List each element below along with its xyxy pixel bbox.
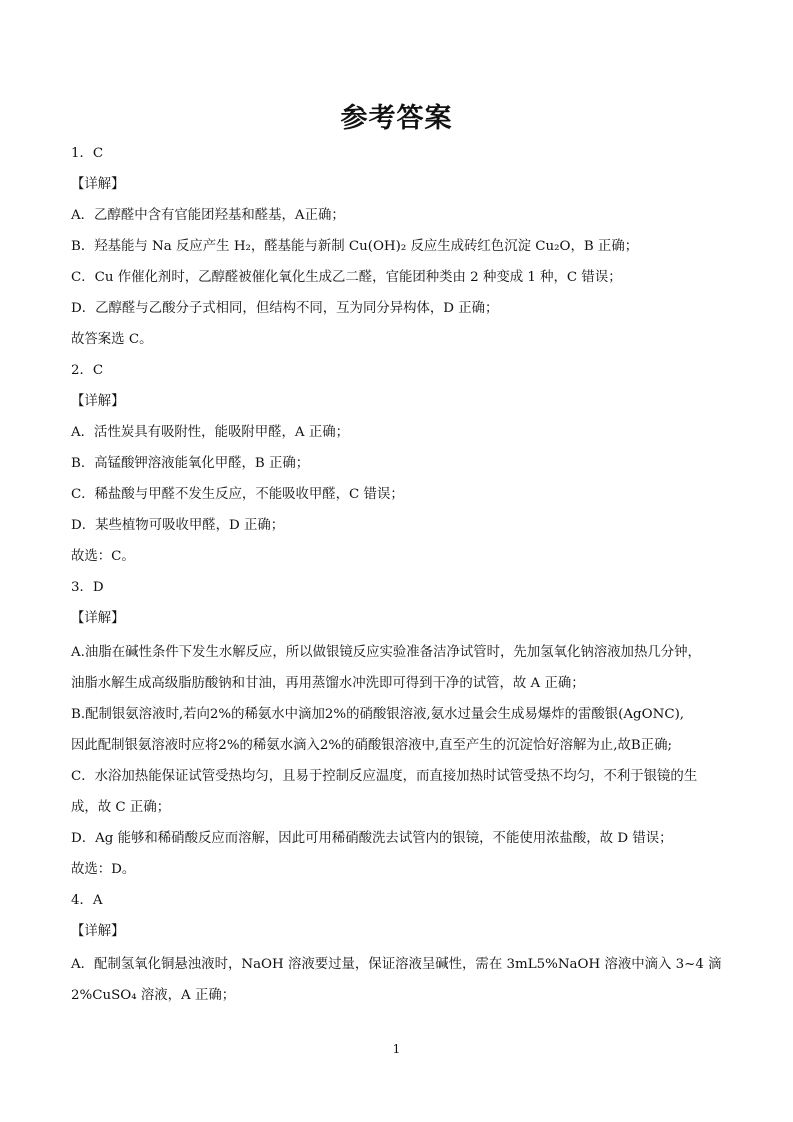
question-3-line-7: D．Ag 能够和稀硝酸反应而溶解，因此可用稀硝酸洗去试管内的银镜，不能使用浓盐酸，故 D 错误；: [71, 831, 673, 846]
question-2-detail-label: 【详解】: [71, 394, 125, 409]
question-1-answer: 1．C: [71, 146, 104, 161]
question-3-line-3: B.配制银氨溶液时,若向2%的稀氨水中滴加2%的硝酸银溶液,氨水过量会生成易爆炸的雷酸银(AgONC),: [71, 707, 685, 722]
page-number: 1: [392, 1042, 401, 1056]
question-3-line-6: 成，故 C 正确；: [71, 800, 171, 815]
question-2-line-3: C．稀盐酸与甲醛不发生反应，不能吸收甲醛，C 错误；: [71, 487, 404, 502]
question-3-line-2: 油脂水解生成高级脂肪酸钠和甘油，再用蒸馏水冲洗即可得到干净的试管，故 A 正确；: [71, 676, 585, 691]
question-3-answer: 3．D: [71, 580, 104, 595]
question-3-detail-label: 【详解】: [71, 611, 125, 626]
question-3-line-8: 故选：D。: [71, 862, 136, 877]
question-3-line-1: A.油脂在碱性条件下发生水解反应，所以做银镜反应实验准备洁净试管时，先加氢氧化钠溶液加热几分钟，: [71, 645, 701, 660]
question-3-line-5: C．水浴加热能保证试管受热均匀，且易于控制反应温度，而直接加热时试管受热不均匀，不利于银镜的生: [71, 769, 698, 784]
question-1-detail-label: 【详解】: [71, 177, 125, 192]
question-2-line-2: B．高锰酸钾溶液能氧化甲醛，B 正确；: [71, 456, 310, 471]
question-1-line-4: D．乙醇醛与乙酸分子式相同，但结构不同，互为同分异构体，D 正确；: [71, 301, 499, 316]
question-2-line-4: D．某些植物可吸收甲醛，D 正确；: [71, 518, 285, 533]
question-4-line-1: A．配制氢氧化铜悬浊液时，NaOH 溶液要过量，保证溶液呈碱性，需在 3mL5%NaOH 溶液中滴入 3~4 滴: [71, 957, 722, 972]
question-1-line-3: C．Cu 作催化剂时，乙醇醛被催化氧化生成乙二醛，官能团种类由 2 种变成 1 种，C 错误；: [71, 270, 622, 285]
question-1-line-2: B．羟基能与 Na 反应产生 H₂，醛基能与新制 Cu(OH)₂ 反应生成砖红色沉淀 Cu₂O，B 正确；: [71, 239, 639, 254]
question-4-answer: 4．A: [71, 893, 103, 908]
page-title: 参考答案: [340, 103, 453, 134]
question-4-line-2: 2%CuSO₄ 溶液，A 正确；: [71, 988, 236, 1003]
question-4-detail-label: 【详解】: [71, 924, 125, 939]
question-3-line-4: 因此配制银氨溶液时应将2%的稀氨水滴入2%的硝酸银溶液中,直至产生的沉淀恰好溶解为止,故B正确;: [71, 738, 672, 753]
question-2-answer: 2．C: [71, 363, 104, 378]
question-2-line-1: A．活性炭具有吸附性，能吸附甲醛，A 正确；: [71, 425, 350, 440]
question-1-line-1: A．乙醇醛中含有官能团羟基和醛基，A正确；: [71, 208, 345, 223]
question-1-line-5: 故答案选 C。: [71, 332, 153, 347]
question-2-line-5: 故选：C。: [71, 549, 135, 564]
